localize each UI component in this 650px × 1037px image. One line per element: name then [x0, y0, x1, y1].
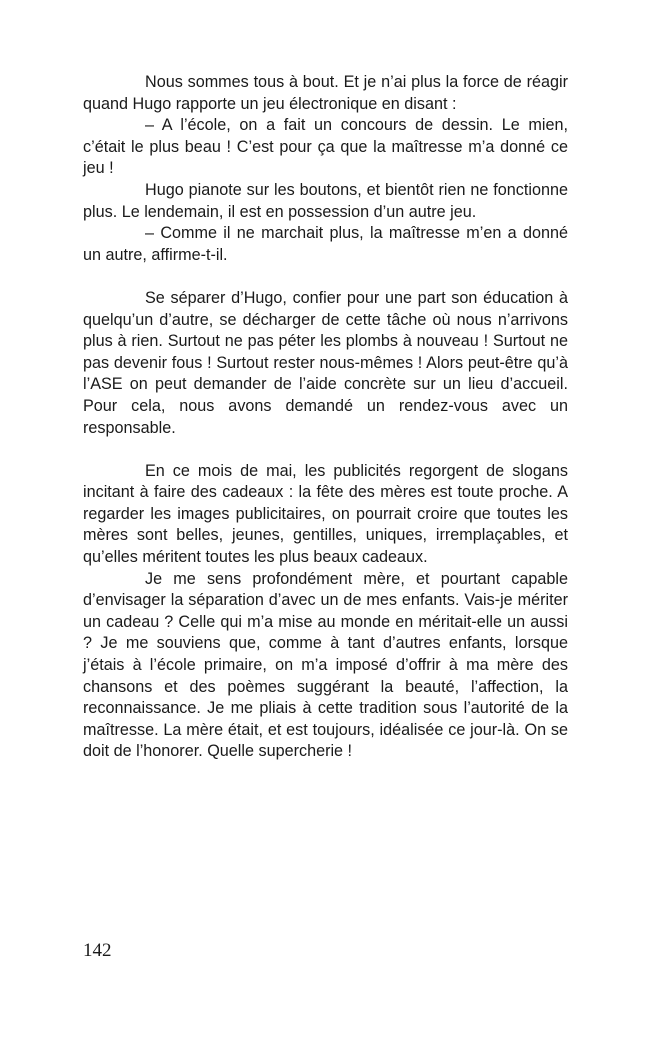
- page-number: 142: [83, 940, 112, 961]
- paragraph-7: Je me sens profondément mère, et pourtant capable d’envisager la séparation d’avec un de mes enfants. Vais-je mériter un cadeau ? Celle qui m’a mise au monde en méritait-elle un aussi ? Je me souviens que, comme à tant d’autres enfants, lorsque j’étais à l’école primaire, on m’a imposé d’offrir à ma mère des chansons et des poèmes suggérant la beauté, l’affection, la reconnaissance. Je me pliais à cette tradition sous l’autorité de la maîtresse. La mère était, et est toujours, idéalisée ce jour-là. On se doit de l’honorer. Quelle supercherie !: [83, 569, 568, 761]
- page-body: [83, 72, 568, 763]
- paragraph-3: Hugo pianote sur les boutons, et bientôt rien ne fonctionne plus. Le lendemain, il est en possession d’un autre jeu.: [83, 180, 568, 221]
- paragraph-1: Nous sommes tous à bout. Et je n’ai plus la force de réagir quand Hugo rapporte un jeu électronique en disant :: [83, 73, 568, 113]
- paragraph-6: En ce mois de mai, les publicités regorgent de slogans incitant à faire des cadeaux : la fête des mères est toute proche. A regarder les images publicitaires, on pourrait croire que toutes les mères sont belles, jeunes, gentilles, uniques, irremplaçables, et qu’elles méritent toutes les plus beaux cadeaux.: [83, 461, 568, 567]
- paragraph-4-dialogue: – Comme il ne marchait plus, la maîtresse m’en a donné un autre, affirme-t-il.: [83, 224, 568, 264]
- paragraph-2-dialogue: – A l’école, on a fait un concours de dessin. Le mien, c’était le plus beau ! C’est pour ça que la maîtresse m’a donné ce jeu !: [83, 116, 568, 178]
- paragraph-5: Se séparer d’Hugo, confier pour une part son éducation à quelqu’un d’autre, se décharger de cette tâche où nous n’arrivons plus à rien. Surtout ne pas péter les plombs à nouveau ! Surtout ne pas devenir fous ! Surtout rester nous-mêmes ! Alors peut-être qu’à l’ASE on peut demander de l’aide concrète sur un lieu d’accueil. Pour cela, nous avons demandé un rendez-vous avec un responsable.: [83, 288, 568, 437]
